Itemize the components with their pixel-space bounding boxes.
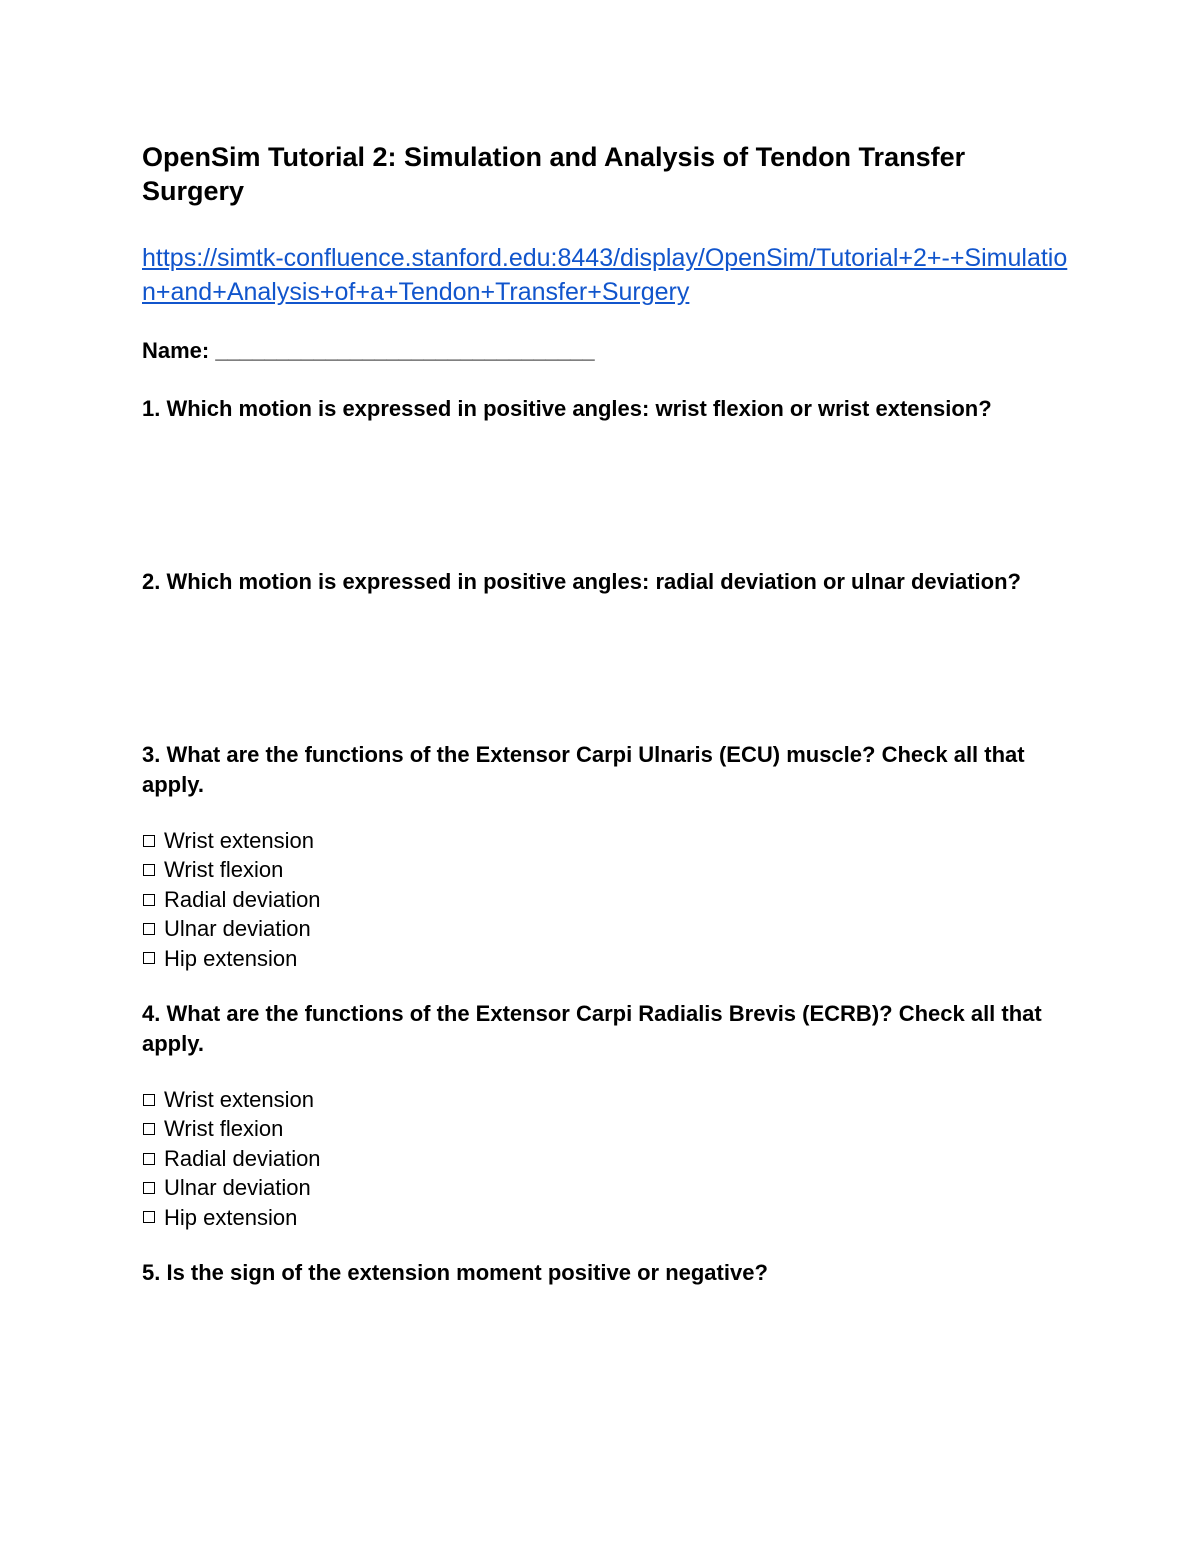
checkbox-option[interactable] [142,1203,1072,1232]
checkbox-option[interactable] [142,1144,1072,1173]
option-label: Wrist extension [164,1087,314,1113]
option-label: Radial deviation [164,1145,321,1171]
option-label: Ulnar deviation [164,916,311,942]
checkbox-icon[interactable] [143,1094,155,1106]
checkbox-option[interactable] [142,1085,1072,1114]
option-label: Wrist flexion [164,1116,284,1142]
name-field: Name: _______________________________ [142,338,595,363]
checkbox-icon[interactable] [143,1123,155,1135]
checkbox-icon[interactable] [143,923,155,935]
option-label: Wrist flexion [164,857,284,883]
checkbox-option[interactable] [142,914,1072,943]
option-label: Hip extension [164,1204,298,1230]
document-page [142,140,1072,1288]
question-2: 2. Which motion is expressed in positive angles: radial deviation or ulnar deviation? [142,569,1021,594]
checkbox-option[interactable] [142,944,1072,973]
tutorial-link[interactable]: https://simtk-confluence.stanford.edu:8443/display/OpenSim/Tutorial+2+-+Simulation+and+Analysis+of+a+Tendon+Transfer+Surgery [142,244,1068,306]
checkbox-icon[interactable] [143,1153,155,1165]
question-3-options [142,826,1072,973]
option-label: Radial deviation [164,886,321,912]
checkbox-icon[interactable] [143,1211,155,1223]
document-title: OpenSim Tutorial 2: Simulation and Analysis of Tendon Transfer Surgery [142,142,966,206]
checkbox-option[interactable] [142,885,1072,914]
checkbox-option[interactable] [142,826,1072,855]
checkbox-icon[interactable] [143,835,155,847]
checkbox-icon[interactable] [143,864,155,876]
question-5: 5. Is the sign of the extension moment positive or negative? [142,1260,768,1286]
question-4-options [142,1085,1072,1232]
option-label: Wrist extension [164,828,314,853]
question-3: 3. What are the functions of the Extensor Carpi Ulnaris (ECU) muscle? Check all that apply. [142,742,1025,797]
checkbox-option[interactable] [142,1173,1072,1202]
question-1: 1. Which motion is expressed in positive angles: wrist flexion or wrist extension? [142,396,992,421]
question-4: 4. What are the functions of the Extensor Carpi Radialis Brevis (ECRB)? Check all that apply. [142,1001,1042,1057]
checkbox-option[interactable] [142,855,1072,884]
checkbox-icon[interactable] [143,1182,155,1194]
checkbox-icon[interactable] [143,894,155,906]
option-label: Ulnar deviation [164,1175,311,1201]
checkbox-icon[interactable] [143,952,155,964]
option-label: Hip extension [164,945,298,971]
checkbox-option[interactable] [142,1114,1072,1143]
